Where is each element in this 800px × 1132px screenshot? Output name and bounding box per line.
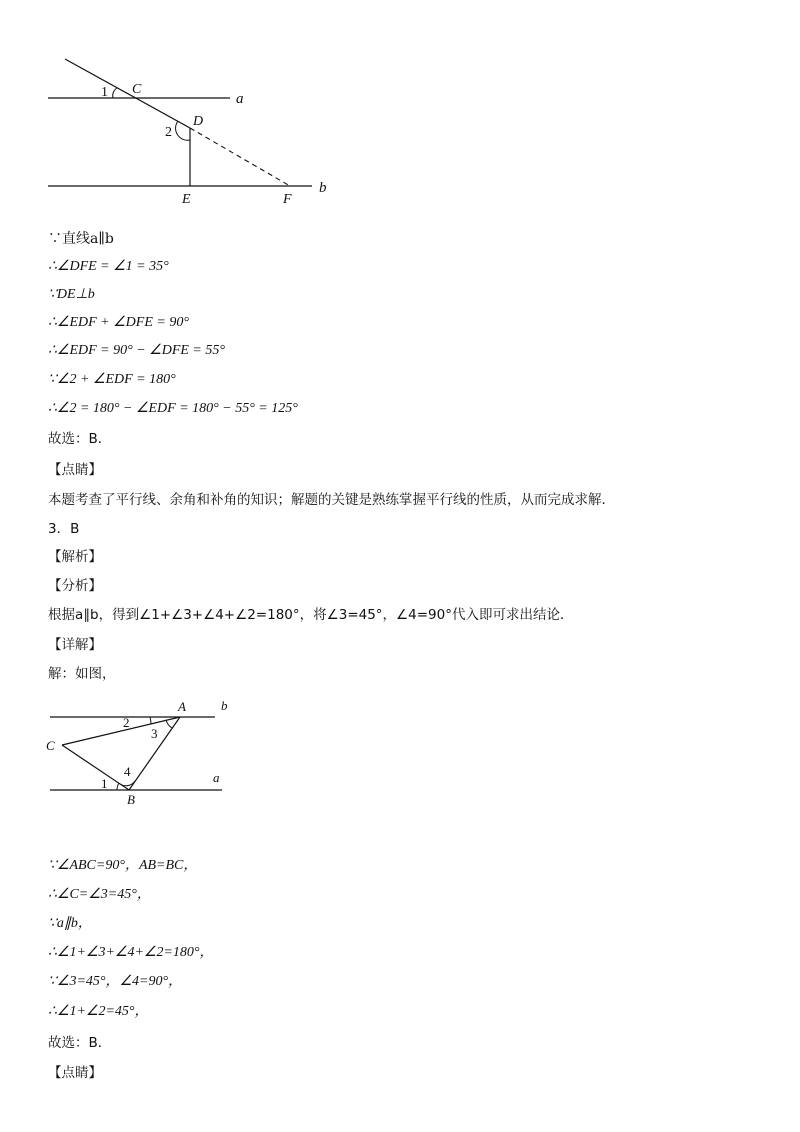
label-point-a: A bbox=[178, 699, 186, 714]
segment-df-dashed bbox=[190, 128, 290, 186]
solution2-choice: 故选：B． bbox=[48, 431, 112, 447]
segment-ca bbox=[62, 717, 180, 745]
label-angle4: 4 bbox=[124, 764, 131, 779]
figure-parallel-lines-1 bbox=[0, 0, 360, 215]
solution2-line7: ∴∠2 = 180° − ∠EDF = 180° − 55° = 125° bbox=[48, 401, 298, 416]
dianjing-heading-2: 【点睛】 bbox=[48, 1065, 102, 1081]
solution2-line3: ∵DE⊥b bbox=[48, 287, 95, 302]
angle3-arc bbox=[166, 720, 172, 728]
fenxi-heading: 【分析】 bbox=[48, 578, 102, 594]
label-angle3: 3 bbox=[151, 726, 158, 741]
solution2-line1: ∵直线a∥b bbox=[48, 231, 114, 247]
label-b: b bbox=[319, 180, 327, 196]
label-2: 2 bbox=[165, 125, 172, 140]
label-b2: b bbox=[221, 698, 228, 713]
fenxi-text: 根据a∥b，得到∠1+∠3+∠4+∠2=180°，将∠3=45°，∠4=90°代入即可求出结论． bbox=[48, 607, 574, 623]
label-point-c: C bbox=[46, 738, 55, 753]
xiangjie-heading: 【详解】 bbox=[48, 637, 102, 653]
solution3-choice: 故选：B． bbox=[48, 1035, 112, 1051]
solution3-line3: ∵a∥b， bbox=[48, 916, 92, 931]
angle1-arc bbox=[117, 783, 119, 790]
figure-triangle-parallel bbox=[0, 690, 280, 815]
label-a: a bbox=[236, 91, 244, 107]
solution2-line5: ∴∠EDF = 90° − ∠DFE = 55° bbox=[48, 343, 225, 358]
jie-text: 解：如图， bbox=[48, 666, 116, 682]
angle2-arc bbox=[150, 717, 151, 724]
transversal bbox=[65, 59, 190, 128]
label-angle1: 1 bbox=[101, 776, 108, 791]
label-a2: a bbox=[213, 770, 220, 785]
solution2-line4: ∴∠EDF + ∠DFE = 90° bbox=[48, 315, 189, 330]
solution3-line2: ∴∠C=∠3=45°， bbox=[48, 887, 151, 902]
label-e: E bbox=[182, 192, 191, 207]
solution3-line1: ∵∠ABC=90°，AB=BC， bbox=[48, 858, 198, 873]
solution3-line5: ∵∠3=45°，∠4=90°， bbox=[48, 974, 183, 989]
solution3-line6: ∴∠1+∠2=45°， bbox=[48, 1004, 149, 1019]
jiexi-heading: 【解析】 bbox=[48, 549, 102, 565]
dianjing-text: 本题考查了平行线、余角和补角的知识；解题的关键是熟练掌握平行线的性质，从而完成求解． bbox=[48, 492, 615, 508]
q3-answer: 3．B bbox=[48, 521, 80, 537]
label-c: C bbox=[132, 82, 142, 97]
solution2-line6: ∵∠2 + ∠EDF = 180° bbox=[48, 372, 176, 387]
label-1: 1 bbox=[101, 85, 108, 100]
label-angle2: 2 bbox=[123, 715, 130, 730]
label-d: D bbox=[193, 114, 204, 129]
solution3-line4: ∴∠1+∠3+∠4+∠2=180°， bbox=[48, 945, 214, 960]
label-f: F bbox=[283, 192, 292, 207]
label-point-b: B bbox=[127, 792, 135, 807]
solution2-line2: ∴∠DFE = ∠1 = 35° bbox=[48, 259, 169, 274]
angle1-arc bbox=[113, 88, 117, 98]
dianjing-heading-1: 【点睛】 bbox=[48, 462, 102, 478]
